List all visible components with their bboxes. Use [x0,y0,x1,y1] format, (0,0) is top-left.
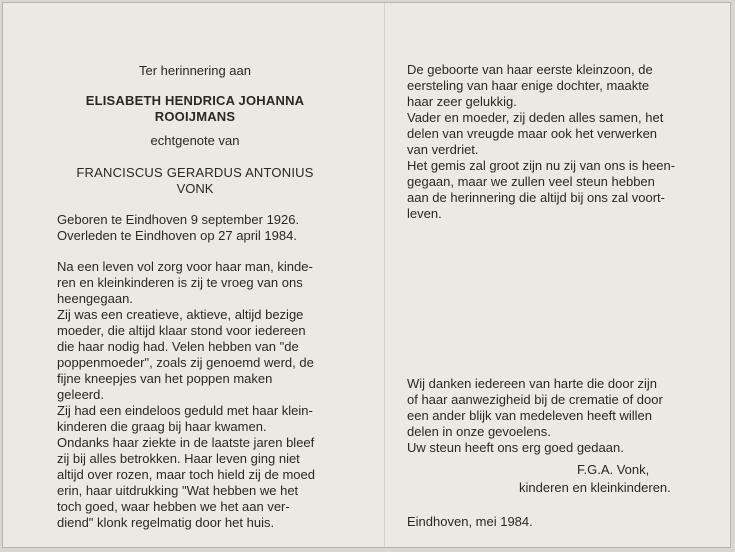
spouse-name-line2: VONK [176,181,214,196]
body-line: moeder, die altijd klaar stond voor iedereen [57,323,306,338]
body-line: van verdriet. [407,142,479,157]
life-text [57,259,333,531]
body-line: toch goed, waar hebben we het aan ver- [57,499,290,514]
body-line: Uw steun heeft ons erg goed gedaan. [407,440,624,455]
deceased-name-line1: ELISABETH HENDRICA JOHANNA [85,93,305,108]
body-line: De geboorte van haar eerste kleinzoon, de [407,62,653,77]
body-line: gegaan, maar we zullen veel steun hebben [407,174,655,189]
body-line: Het gemis zal groot zijn nu zij van ons is heen- [407,158,676,173]
body-line: Zij was een creatieve, aktieve, altijd bezige [57,307,304,322]
body-line: Na een leven vol zorg voor haar man, kinde- [57,259,313,274]
body-line: eersteling van haar enige dochter, maakte [407,78,650,93]
body-line: poppenmoeder", zoals zij genoemd werd, de [57,355,314,370]
place-date: Eindhoven, mei 1984. [407,514,533,529]
body-line: Zij had een eindeloos geduld met haar klein- [57,403,313,418]
signature-name: F.G.A. Vonk, [577,462,650,477]
body-line: haar zeer gelukkig. [407,94,517,109]
body-line: heengegaan. [57,291,133,306]
body-line: fijne kneepjes van het poppen maken [57,371,273,386]
memories-text [407,62,693,222]
memorial-card [2,2,731,548]
body-line: leven. [407,206,442,221]
born-line: Geboren te Eindhoven 9 september 1926. [57,212,300,227]
spouse-name-line1: FRANCISCUS GERARDUS ANTONIUS [76,165,314,180]
body-line: erin, haar uitdrukking "Wat hebben we het [57,483,299,498]
body-line: aan de herinnering die altijd bij ons zal voort- [407,190,665,205]
body-line: Ondanks haar ziekte in de laatste jaren bleef [57,435,315,450]
body-line: delen in onze gevoelens. [407,424,551,439]
body-line: zij bij alles betrokken. Haar leven ging niet [57,451,300,466]
died-line: Overleden te Eindhoven op 27 april 1984. [57,228,297,243]
signature-family: kinderen en kleinkinderen. [519,480,671,495]
body-line: die haar nodig had. Velen hebben van "de [57,339,299,354]
body-line: ren en kleinkinderen is zij te vroeg van ons [57,275,303,290]
intro-text: Ter herinnering aan [138,63,252,78]
body-line: altijd over rozen, maar toch hield zij de moed [57,467,315,482]
body-line: Wij danken iedereen van harte die door zijn [407,376,658,391]
body-line: Vader en moeder, zij deden alles samen, het [407,110,664,125]
body-line: of haar aanwezigheid bij de crematie of door [407,392,663,407]
body-line: diend" klonk regelmatig door het huis. [57,515,275,530]
spouse-intro: echtgenote van [150,133,240,148]
body-line: delen van vreugde maar ook het verwerken [407,126,658,141]
body-line: kinderen die graag bij haar kwamen. [57,419,267,434]
thanks-text [407,376,693,456]
body-line: geleerd. [57,387,104,402]
card-fold [384,3,385,547]
deceased-name-line2: ROOIJMANS [154,109,236,124]
body-line: een ander blijk van medeleven heeft willen [407,408,652,423]
